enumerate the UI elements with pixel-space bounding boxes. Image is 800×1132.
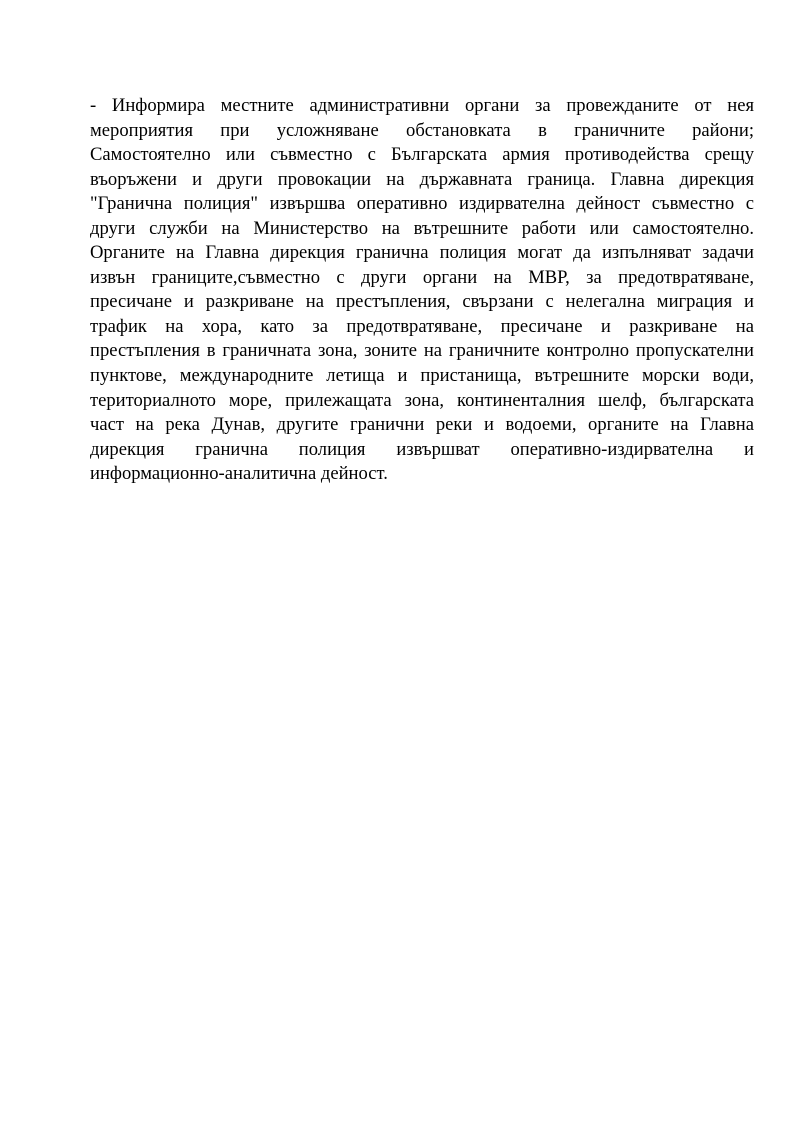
text-line: престъпления в граничната зона, зоните на граничните контролно пропускателни (90, 340, 754, 362)
text-line: Органите на Главна дирекция гранична полиция могат да изпълняват задачи (90, 242, 754, 264)
text-line: част на река Дунав, другите гранични реки и водоеми, органите на Главна (90, 414, 754, 436)
text-line: пресичане и разкриване на престъпления, свързани с нелегална миграция и (90, 291, 754, 313)
text-line: Самостоятелно или съвместно с Българската армия противодейства срещу (90, 144, 754, 166)
text-line: пунктове, международните летища и пристанища, вътрешните морски води, (90, 365, 754, 387)
text-line: извън границите,съвместно с други органи на МВР, за предотвратяване, (90, 266, 754, 288)
text-line: "Гранична полиция" извършва оперативно издирвателна дейност съвместно с (90, 193, 754, 215)
text-line: дирекция гранична полиция извършват оперативно-издирвателна и (90, 438, 754, 460)
body-paragraph (90, 94, 754, 487)
text-line: други служби на Министерство на вътрешните работи или самостоятелно. (90, 217, 754, 239)
text-line: въоръжени и други провокации на държавната граница. Главна дирекция (90, 168, 754, 190)
text-line: - Информира местните административни органи за провежданите от нея (90, 95, 754, 116)
text-line: трафик на хора, като за предотвратяване, пресичане и разкриване на (90, 315, 754, 337)
text-line: териториалното море, прилежащата зона, континенталния шелф, българската (90, 389, 754, 411)
text-line: мероприятия при усложняване обстановката в граничните райони; (90, 119, 754, 141)
text-line: информационно-аналитична дейност. (90, 463, 388, 485)
